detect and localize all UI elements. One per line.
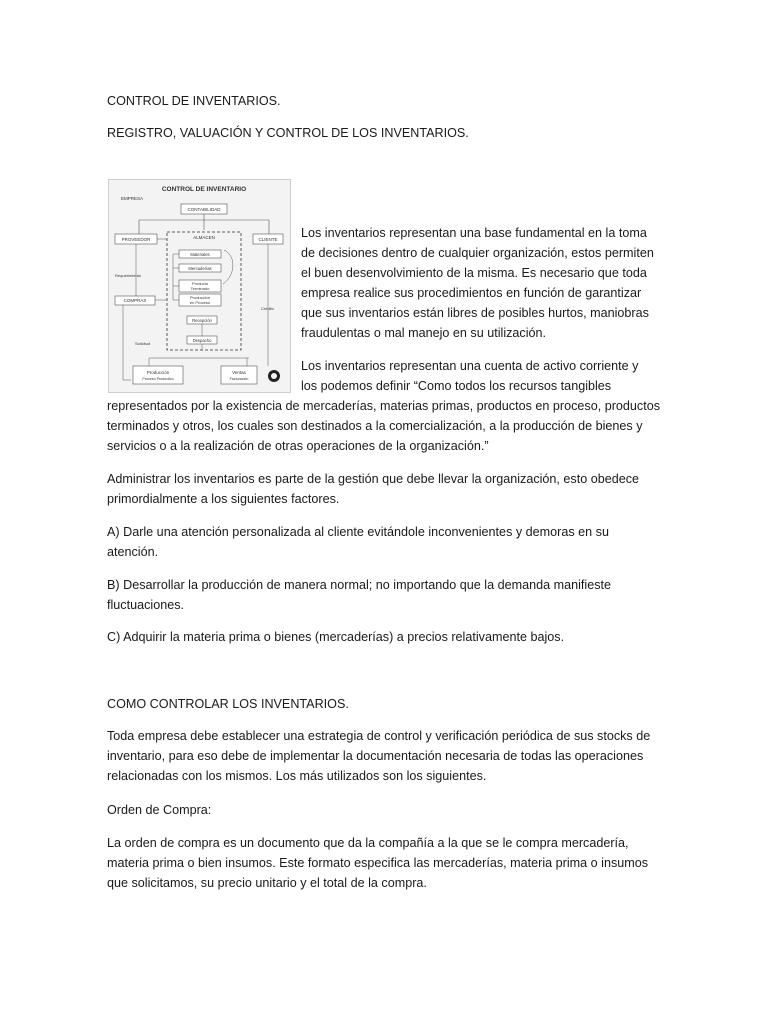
document-title: CONTROL DE INVENTARIOS. (107, 94, 281, 108)
diagram-recepcion-label: Recepción (192, 318, 212, 323)
paragraph-3-line: primordialmente a los siguientes factores. (107, 492, 340, 506)
paragraph-4-line: relacionadas con los mismos. Los más utilizados son los siguientes. (107, 769, 487, 783)
paragraph-3 (107, 469, 669, 509)
paragraph-2-full (107, 396, 669, 456)
list-item-a (107, 522, 669, 562)
diagram-svg (109, 180, 290, 392)
paragraph-5-line: materia prima o bien insumos. Este formato especifica las mercaderías, materia prima o insumos (107, 856, 649, 870)
paragraph-1-line: fraudulentas o mal manejo en su utilización. (301, 326, 547, 340)
list-item-c (107, 627, 669, 647)
paragraph-2-line: servicios o a la realización de otras operaciones de la organización.” (107, 439, 489, 453)
inventory-control-diagram (108, 179, 291, 393)
diagram-producto-terminado-label-2: Terminado (190, 286, 210, 291)
paragraph-1-line: Los inventarios representan una base fundamental en la toma (301, 226, 647, 240)
diagram-ventas-box (221, 366, 257, 384)
diagram-produccion-label: Producción (146, 370, 170, 375)
paragraph-5 (107, 833, 669, 893)
section-heading-controlar: COMO CONTROLAR LOS INVENTARIOS. (107, 697, 349, 711)
paragraph-2-line: terminados y otros, los cuales son destinados a la comercialización, a la producción de bienes y (107, 419, 643, 433)
diagram-despacho-label: Despacho (192, 338, 212, 343)
document-subtitle: REGISTRO, VALUACIÓN Y CONTROL DE LOS INVENTARIOS. (107, 126, 469, 140)
paragraph-1-line: de decisiones dentro de cualquier organización, estos permiten (301, 246, 654, 260)
paragraph-2-line: Los inventarios representan una cuenta de activo corriente y (301, 359, 639, 373)
diagram-materiales-label: Materiales (190, 252, 210, 257)
diagram-cliente-label: CLIENTE (258, 237, 278, 242)
diagram-requerimiento-label: Requerimiento (115, 273, 142, 278)
diagram-empresa-label: EMPRESA (121, 196, 144, 201)
paragraph-4-line: inventario, para eso debe de implementar la documentación necesaria de todas las operaciones (107, 749, 644, 763)
diagram-contabilidad-label: CONTABILIDAD (187, 207, 221, 212)
diagram-compras-label: COMPRAS (123, 298, 147, 303)
diagram-title: CONTROL DE INVENTARIO (161, 186, 247, 193)
paragraph-3-line: Administrar los inventarios es parte de la gestión que debe llevar la organización, esto obedece (107, 472, 640, 486)
paragraph-2-line: los podemos definir “Como todos los recursos tangibles (301, 379, 612, 393)
section-heading-orden-compra: Orden de Compra: (107, 803, 212, 817)
diagram-mercaderias-label: Mercaderías (188, 266, 212, 271)
list-item-b (107, 575, 669, 615)
diagram-solicitud-label: Solicitud (135, 341, 151, 346)
paragraph-1-line: que sus inventarios están libres de posibles hurtos, maniobras (301, 306, 649, 320)
diagram-logo-inner-icon (271, 373, 277, 379)
paragraph-1-line: empresa realice sus procedimientos en función de garantizar (301, 286, 642, 300)
list-item-a-line: atención. (107, 545, 159, 559)
paragraph-4-line: Toda empresa debe establecer una estrategia de control y verificación periódica de sus stocks de (107, 729, 651, 743)
paragraph-2-wrap (301, 356, 667, 396)
diagram-connector-left (136, 244, 167, 300)
diagram-proveedor-label: PROVEEDOR (121, 237, 151, 242)
paragraph-5-line: La orden de compra es un documento que da la compañía a la que se le compra mercadería, (107, 836, 629, 850)
list-item-c-line: C) Adquirir la materia prima o bienes (mercaderías) a precios relativamente bajos. (107, 630, 565, 644)
diagram-proceso-productivo-label: Proceso Productivo (142, 377, 174, 381)
diagram-facturacion-label: Facturación (229, 377, 249, 381)
list-item-a-line: A) Darle una atención personalizada al cliente evitándole inconvenientes y demoras en su (107, 525, 609, 539)
diagram-ventas-label: Ventas (232, 370, 246, 375)
diagram-almacen-label: ALMACEN (193, 235, 215, 240)
paragraph-4 (107, 726, 669, 786)
list-item-b-line: fluctuaciones. (107, 598, 185, 612)
diagram-produccion-proceso-label-2: en Proceso (189, 300, 211, 305)
diagram-producto-terminado-label-1: Producto (191, 281, 209, 286)
paragraph-1 (301, 223, 667, 343)
paragraph-1-line: el buen desenvolvimiento de la misma. Es necesario que toda (301, 266, 647, 280)
diagram-connector-top (139, 214, 269, 234)
diagram-curve-arrow (223, 250, 233, 284)
list-item-b-line: B) Desarrollar la producción de manera normal; no importando que la demanda manifieste (107, 578, 612, 592)
paragraph-5-line: que solicitamos, su precio unitario y el total de la compra. (107, 876, 427, 890)
diagram-credito-label: Crédito (261, 306, 274, 311)
diagram-produccion-box (133, 366, 183, 384)
paragraph-2-line: representados por la existencia de mercaderías, materias primas, productos en proceso, productos (107, 399, 661, 413)
diagram-produccion-proceso-label-1: Producción (189, 295, 211, 300)
